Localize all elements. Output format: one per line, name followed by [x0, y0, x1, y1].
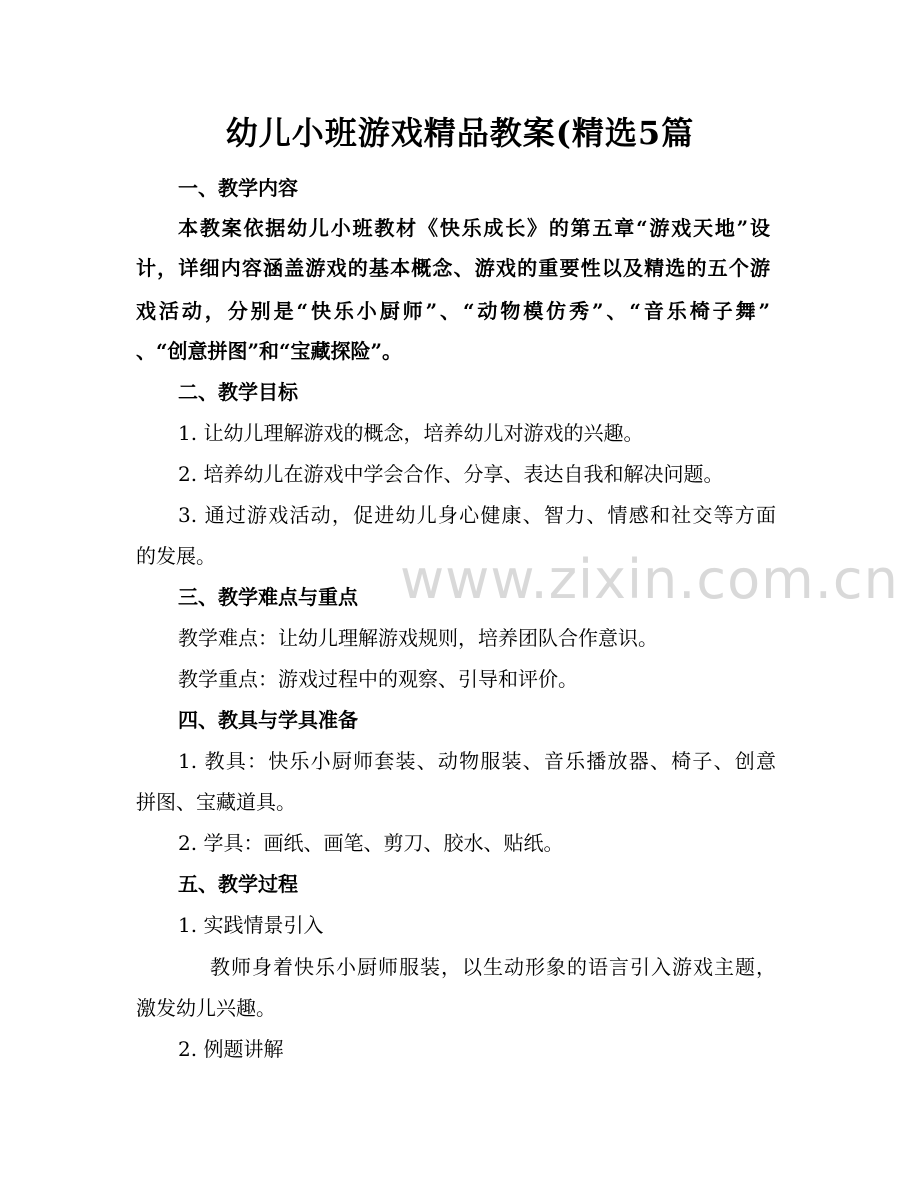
objective-item-3-line-2: 的发展。	[136, 544, 216, 568]
materials-item-2: 2. 学具：画纸、画笔、剪刀、胶水、贴纸。	[178, 831, 564, 855]
difficulty-text: 教学难点：让幼儿理解游戏规则，培养团队合作意识。	[178, 626, 658, 650]
section-heading-objectives: 二、教学目标	[178, 380, 298, 404]
paragraph-content-line-2: 计，详细内容涵盖游戏的基本概念、游戏的重要性以及精选的五个游	[136, 256, 770, 280]
section-heading-difficulties: 三、教学难点与重点	[178, 585, 358, 609]
paragraph-content-line-4: 、“创意拼图”和“宝藏探险”。	[136, 339, 403, 363]
materials-item-1-line-2: 拼图、宝藏道具。	[136, 790, 296, 814]
materials-item-1-line-1: 1. 教具：快乐小厨师套装、动物服装、音乐播放器、椅子、创意	[178, 749, 776, 773]
paragraph-content-line-1: 本教案依据幼儿小班教材《快乐成长》的第五章“游戏天地”设	[178, 216, 770, 240]
process-step-1-text-line-2: 激发幼儿兴趣。	[136, 996, 276, 1020]
paragraph-content-line-3: 戏活动，分别是“快乐小厨师”、“动物模仿秀”、“音乐椅子舞”	[136, 299, 770, 323]
objective-item-1: 1. 让幼儿理解游戏的概念，培养幼儿对游戏的兴趣。	[178, 421, 644, 445]
process-step-1-text-line-1: 教师身着快乐小厨师服装，以生动形象的语言引入游戏主题，	[210, 955, 776, 979]
key-point-text: 教学重点：游戏过程中的观察、引导和评价。	[178, 667, 578, 691]
process-step-1: 1. 实践情景引入	[178, 913, 324, 937]
objective-item-2: 2. 培养幼儿在游戏中学会合作、分享、表达自我和解决问题。	[178, 462, 724, 486]
objective-item-3-line-1: 3. 通过游戏活动，促进幼儿身心健康、智力、情感和社交等方面	[178, 503, 776, 527]
section-heading-materials: 四、教具与学具准备	[178, 708, 358, 732]
section-heading-content: 一、教学内容	[178, 176, 298, 200]
section-heading-process: 五、教学过程	[178, 872, 298, 896]
document-title: 幼儿小班游戏精品教案(精选5篇	[225, 114, 695, 152]
process-step-2: 2. 例题讲解	[178, 1037, 284, 1061]
watermark-text: www.zixin.com.cn	[400, 548, 899, 611]
